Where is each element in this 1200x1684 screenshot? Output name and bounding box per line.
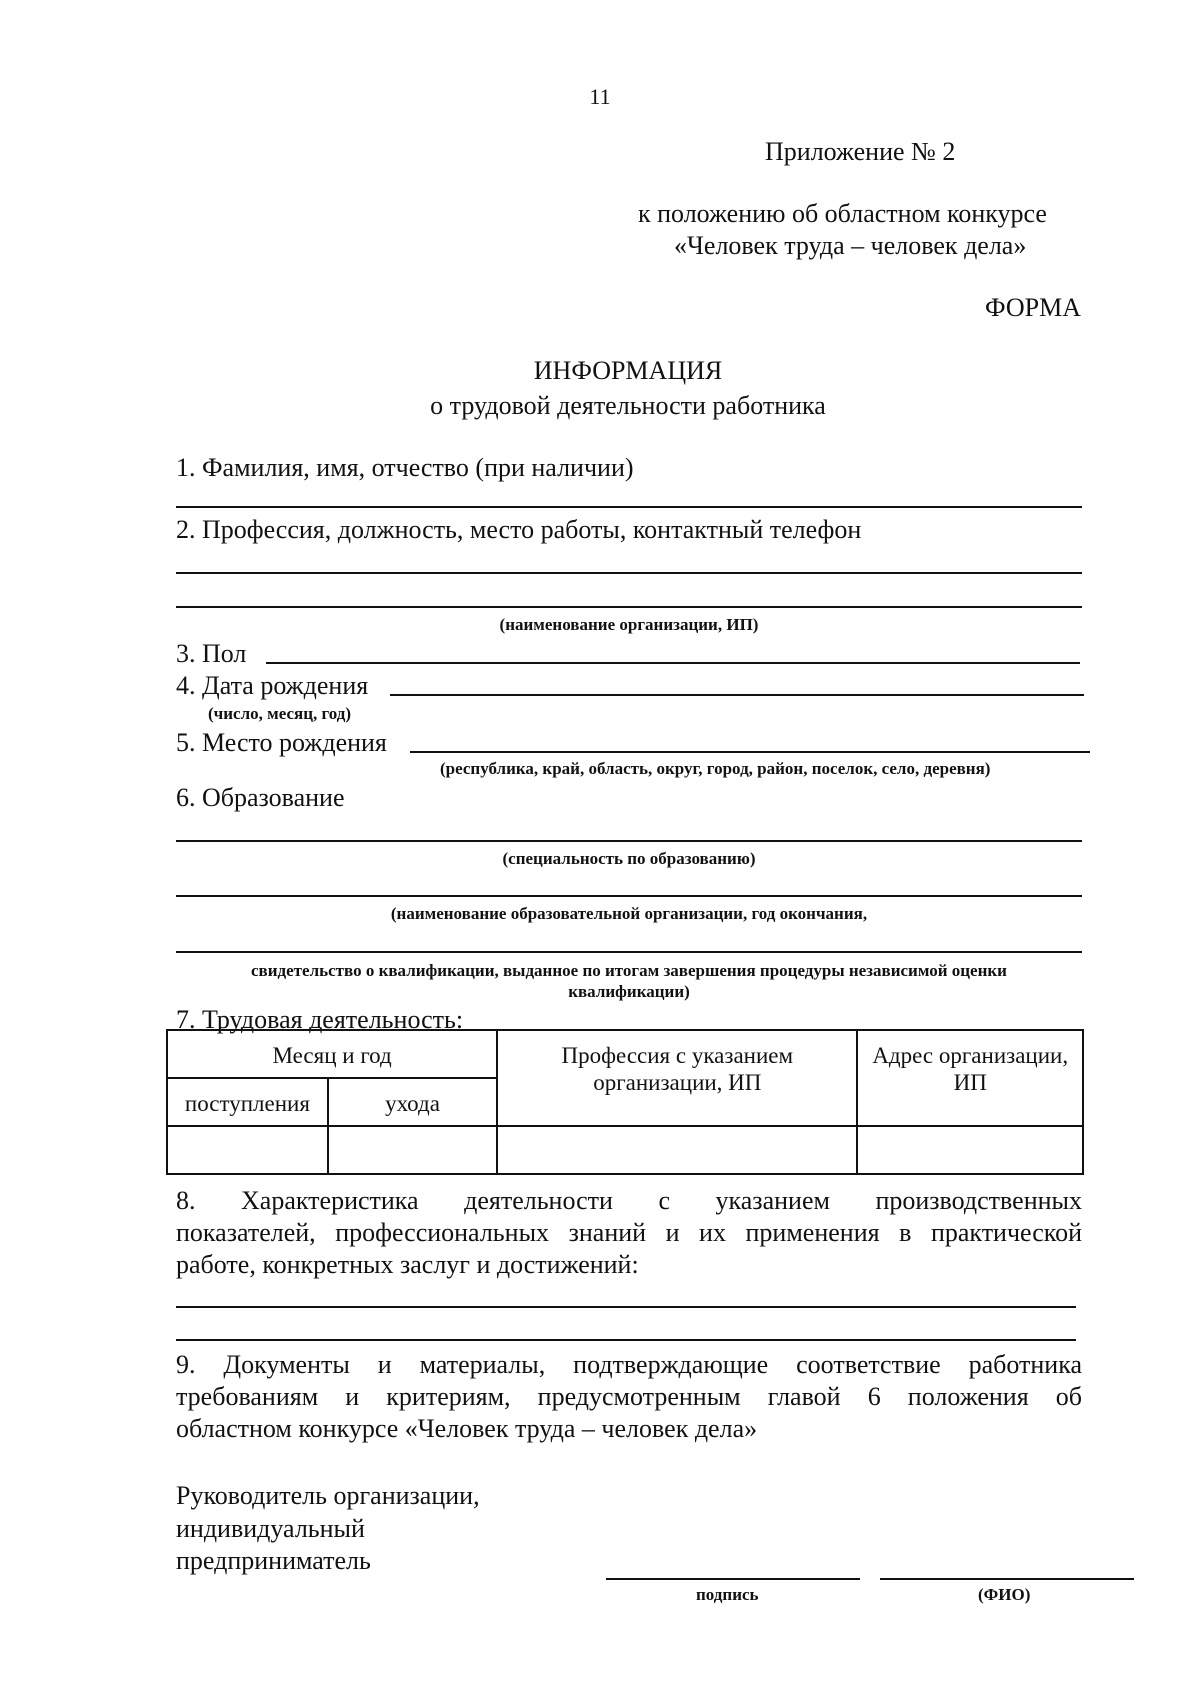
item-6-field-3[interactable] <box>176 951 1082 953</box>
item-6-field-2[interactable] <box>176 895 1082 897</box>
signer-line-2: индивидуальный <box>176 1514 365 1543</box>
employment-table <box>166 1029 1084 1175</box>
item-1-label: 1. Фамилия, имя, отчество (при наличии) <box>176 453 634 482</box>
item-8-line-3: работе, конкретных заслуг и достижений: <box>176 1250 639 1279</box>
appendix-label: Приложение № 2 <box>765 137 956 166</box>
document-subtitle: о трудовой деятельности работника <box>430 391 826 420</box>
item-5-hint: (республика, край, область, округ, город, район, поселок, село, деревня) <box>440 759 991 778</box>
cell-address[interactable] <box>857 1126 1083 1174</box>
item-5-label: 5. Место рождения <box>176 728 387 757</box>
item-2-label: 2. Профессия, должность, место работы, контактный телефон <box>176 515 862 544</box>
item-3-field[interactable] <box>266 662 1080 664</box>
item-1-field[interactable] <box>176 506 1082 508</box>
item-7-label: 7. Трудовая деятельность: <box>176 1005 464 1034</box>
cell-end[interactable] <box>328 1126 497 1174</box>
item-2-field-1[interactable] <box>176 572 1082 574</box>
header-month-year: Месяц и год <box>167 1030 497 1078</box>
cell-profession[interactable] <box>497 1126 857 1174</box>
item-5-field[interactable] <box>410 751 1090 753</box>
signature-field[interactable] <box>606 1578 860 1580</box>
item-8-field-2[interactable] <box>176 1339 1076 1341</box>
cell-start[interactable] <box>167 1126 328 1174</box>
item-8-line-1: 8. Характеристика деятельности с указанием производственных <box>176 1186 1082 1215</box>
header-profession: Профессия с указанием организации, ИП <box>497 1030 857 1126</box>
item-6-hint-3a: свидетельство о квалификации, выданное по итогам завершения процедуры независимой оценки <box>251 961 1007 980</box>
header-address: Адрес организации, ИП <box>857 1030 1083 1126</box>
item-6-hint-3b: квалификации) <box>568 982 690 1001</box>
signer-line-3: предприниматель <box>176 1546 371 1575</box>
page-number: 11 <box>589 84 611 109</box>
item-6-hint-1: (специальность по образованию) <box>502 849 756 868</box>
item-8-line-2: показателей, профессиональных знаний и их применения в практической <box>176 1218 1082 1247</box>
item-3-label: 3. Пол <box>176 639 247 668</box>
regulation-line-2: «Человек труда – человек дела» <box>674 231 1027 260</box>
header-start: поступления <box>167 1078 328 1126</box>
item-9-line-2: требованиям и критериям, предусмотренным главой 6 положения об <box>176 1382 1082 1411</box>
item-2-field-2[interactable] <box>176 606 1082 608</box>
name-field[interactable] <box>880 1578 1134 1580</box>
item-4-field[interactable] <box>390 694 1084 696</box>
item-9-line-1: 9. Документы и материалы, подтверждающие соответствие работника <box>176 1350 1082 1379</box>
document-title: ИНФОРМАЦИЯ <box>533 356 723 385</box>
header-end: ухода <box>328 1078 497 1126</box>
table-row <box>167 1126 1083 1174</box>
name-label: (ФИО) <box>978 1585 1031 1604</box>
item-9-line-3: областном конкурсе «Человек труда – человек дела» <box>176 1414 758 1443</box>
regulation-line-1: к положению об областном конкурсе <box>638 199 1047 228</box>
item-8-field-1[interactable] <box>176 1306 1076 1308</box>
signature-label: подпись <box>696 1585 759 1604</box>
item-6-hint-2: (наименование образовательной организации, год окончания, <box>390 904 868 923</box>
item-6-field-1[interactable] <box>176 840 1082 842</box>
item-2-hint: (наименование организации, ИП) <box>499 615 759 634</box>
form-label: ФОРМА <box>985 293 1081 322</box>
item-4-hint: (число, месяц, год) <box>208 704 352 723</box>
signer-line-1: Руководитель организации, <box>176 1481 480 1510</box>
item-6-label: 6. Образование <box>176 783 345 812</box>
item-4-label: 4. Дата рождения <box>176 671 369 700</box>
